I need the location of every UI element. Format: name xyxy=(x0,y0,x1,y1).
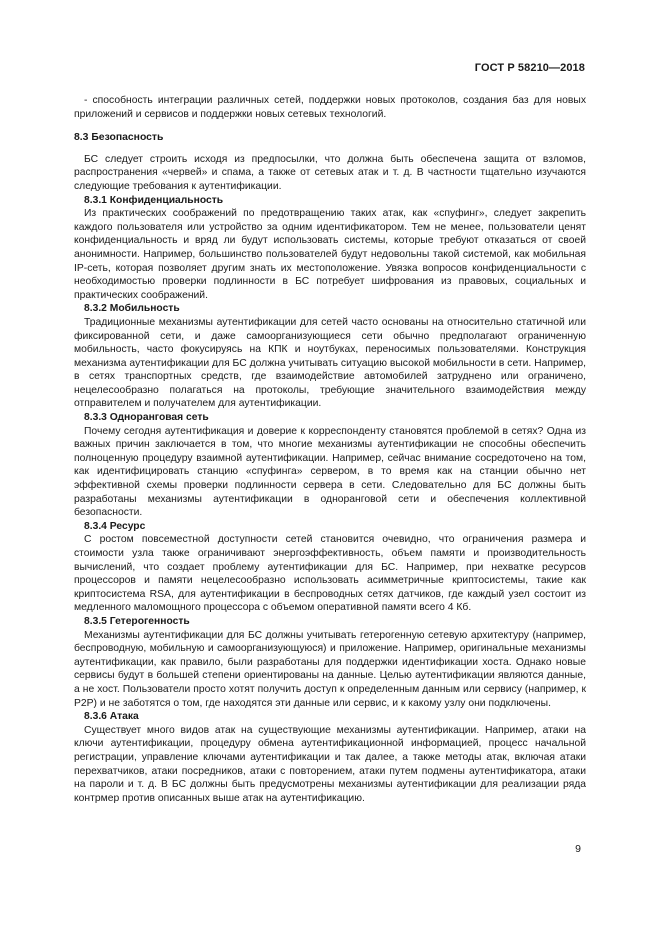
page-number: 9 xyxy=(575,843,581,855)
subsection-heading-heterogeneity: 8.3.5 Гетерогенность xyxy=(84,615,190,627)
subsection-mobility-text: Традиционные механизмы аутентификации для сетей часто основаны на относительно статичной или фиксированной сети, и даже самоорганизующиеся сети обычно предполагают ограниченную мобильность, часто фокусируясь на КПК и ноутбуках, переносимых пользователями. Конструкция механизма аутентификации для БС должна учитывать ситуацию высокой мобильности в сети. Например, в сетях транспортных средств, где взаимодействие автомобилей затруднено или ограничено, нецелесообразно полагаться на протоколы, требующие значительного взаимодействия между отправителем и получателем для аутентификации. xyxy=(74,316,586,410)
subsection-heterogeneity-text: Механизмы аутентификации для БС должны учитывать гетерогенную сетевую архитектуру (например, беспроводную, мобильную и самоорганизующуюся) и приложение. Например, оригинальные механизмы аутентификации, как правило, были разработаны для поддержки идентификации хоста. Однако новые сервисы будут в большей степени ориентированы на данные. Целью аутентификации являются данные, а не хост. Пользователи просто хотят получить доступ к определенным данным или сервису (например, к P2P) и не заботятся о том, где находятся эти данные или сервис, и к какому узлу они подключены. xyxy=(74,629,586,709)
page-content xyxy=(74,94,586,805)
section-security-text: БС следует строить исходя из предпосылки, что должна быть обеспечена защита от взломов, распространения «червей» и спама, а также от сетевых атак и т. д. В частности тщательно изучаются следующие требования к аутентификации. xyxy=(74,153,586,192)
subsection-heading-resource: 8.3.4 Ресурс xyxy=(84,520,146,532)
subsection-confidentiality-text: Из практических соображений по предотвращению таких атак, как «спуфинг», следует закрепить каждого пользователя или устройство за одним идентификатором. Тем не менее, пользователи ценят конфиденциальность и вряд ли будут использовать системы, которые требуют отказаться от своей анонимности. Например, большинство пользователей будут недовольны такой системой, как мобильная IP-сеть, которая позволяет другим знать их местоположение. Увязка вопросов конфиденциальности с необходимостью проверки подлинности в БС потребует шифрования из правовых, социальных и практических соображений. xyxy=(74,208,586,301)
subsection-heading-mobility: 8.3.2 Мобильность xyxy=(84,303,180,315)
intro-bullet: - способность интеграции различных сетей, поддержки новых протоколов, создания баз для новых приложений и сервисов и поддержки новых сетевых технологий. xyxy=(74,95,586,120)
subsection-attack-text: Существует много видов атак на существующие механизмы аутентификации. Например, атаки на ключи аутентификации, процедуру обмена аутентификационной информацией, процесс начальной регистрации, управление ключами аутентификации и так далее, а также методы атак, включая атаки перехватчиков, атаки посредников, атаки с повторением, атаки путем подмены аутентификатора, атаки на пароли и т. д. В БС должны быть предусмотрены механизмы аутентификации для реализации ряда контрмер против описанных выше атак на аутентификацию. xyxy=(74,724,586,804)
subsection-resource-text: С ростом повсеместной доступности сетей становится очевидно, что ограничения размера и стоимости узла также ограничивают энергоэффективность, объем памяти и производительность вычислений, что создает проблему аутентификации для БС. Например, при нехватке ресурсов процессоров и памяти нецелесообразно использовать асимметричные криптосистемы, такие как криптосистема RSA, для аутентификации в беспроводных сетях датчиков, где каждый узел состоит из медленного маломощного процессора с объемом оперативной памяти всего 4 Кб. xyxy=(74,534,586,614)
section-heading-security: 8.3 Безопасность xyxy=(74,132,164,144)
subsection-heading-attack: 8.3.6 Атака xyxy=(84,711,139,723)
subsection-heading-confidentiality: 8.3.1 Конфиденциальность xyxy=(84,194,224,206)
subsection-heading-p2p: 8.3.3 Одноранговая сеть xyxy=(84,412,209,424)
document-code: ГОСТ Р 58210—2018 xyxy=(474,62,585,74)
subsection-p2p-text: Почему сегодня аутентификация и доверие к корреспонденту становятся проблемой в сетях? Одна из важных причин заключается в том, что многие механизмы аутентификации не способны обеспечить полноценную процедуру взаимной аутентификации. Например, сейчас внимание сосредоточено на том, как идентифицировать станцию «спуфинга» сервером, в то время как на станции обычно нет эффективной схемы проверки подлинности сервера в сети. Следовательно для БС должны быть разработаны механизмы аутентификации в одноранговой сети и обеспечения коллективной безопасности. xyxy=(74,425,586,519)
